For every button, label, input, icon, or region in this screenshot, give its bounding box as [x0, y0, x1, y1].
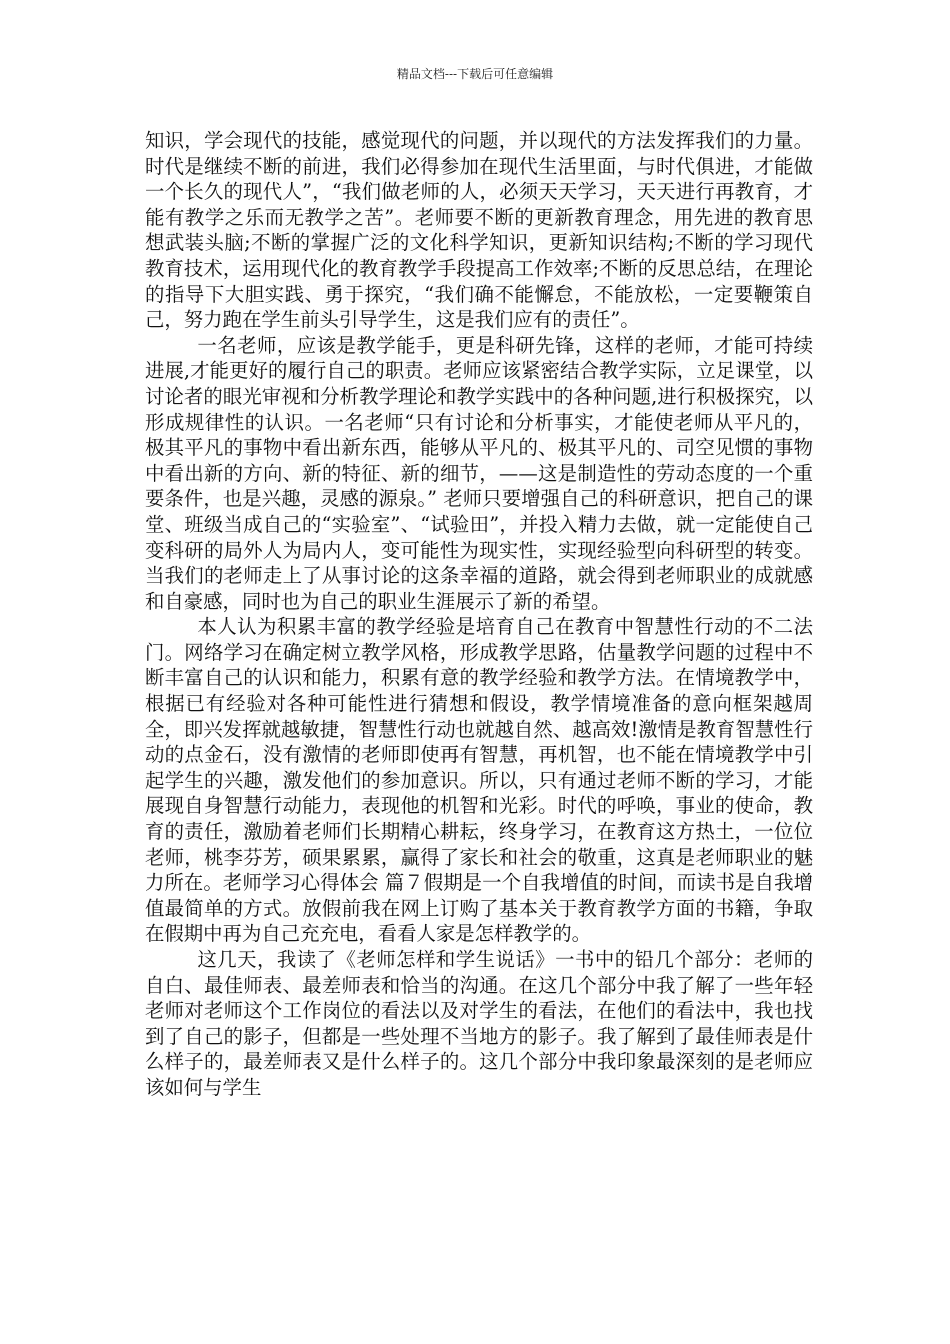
paragraph-1: 知识，学会现代的技能，感觉现代的问题，并以现代的方法发挥我们的力量。时代是继续不断的前进，我们必得参加在现代生活里面，与时代俱进，才能做一个长久的现代人”，“我们做老师的人，必须天天学习，天天进行再教育，才能有教学之乐而无教学之苦”。老师要不断的更新教育理念，用先进的教育思想武装头脑;不断的掌握广泛的文化科学知识，更新知识结构;不断的学习现代教育技术，运用现代化的教育教学手段提高工作效率;不断的反思总结，在理论的指导下大胆实践、勇于探究，“我们确不能懈怠，不能放松，一定要鞭策自己，努力跑在学生前头引导学生，这是我们应有的责任”。 [145, 129, 813, 332]
paragraph-3: 本人认为积累丰富的教学经验是培育自己在教育中智慧性行动的不二法门。网络学习在确定树立教学风格，形成教学思路，估量教学问题的过程中不断丰富自己的认识和能力，积累有意的教学经验和教学方法。在情境教学中，根据已有经验对各种可能性进行猜想和假设，教学情境准备的意向框架越周全，即兴发挥就越敏捷，智慧性行动也就越自然、越高效!激情是教育智慧性行动的点金石，没有激情的老师即使再有智慧，再机智，也不能在情境教学中引起学生的兴趣，激发他们的参加意识。所以，只有通过老师不断的学习，才能展现自身智慧行动能力，表现他的机智和光彩。时代的呼唤，事业的使命，教育的责任，激励着老师们长期精心耕耘，终身学习，在教育这方热土，一位位老师，桃李芬芳，硕果累累，赢得了家长和社会的敬重，这真是老师职业的魅力所在。老师学习心得体会 篇７假期是一个自我增值的时间，而读书是自我增值最简单的方式。放假前我在网上订购了基本关于教育教学方面的书籍，争取在假期中再为自己充充电，看看人家是怎样教学的。 [145, 615, 813, 946]
page-header: 精品文档---下载后可任意编辑 [396, 67, 554, 81]
document-body [145, 128, 813, 1101]
paragraph-2: 一名老师，应该是教学能手，更是科研先锋，这样的老师，才能可持续进展,才能更好的履行自己的职责。老师应该紧密结合教学实际，立足课堂，以讨论者的眼光审视和分析教学理论和教学实践中的各种问题,进行积极探究，以形成规律性的认识。一名老师“只有讨论和分析事实，才能使老师从平凡的，极其平凡的事物中看出新东西，能够从平凡的、极其平凡的、司空见惯的事物中看出新的方向、新的特征、新的细节，——这是制造性的劳动态度的一个重要条件，也是兴趣，灵感的源泉。” 老师只要增强自己的科研意识，把自己的课堂、班级当成自己的“实验室”、“试验田”，并投入精力去做，就一定能使自己变科研的局外人为局内人，变可能性为现实性，实现经验型向科研型的转变。当我们的老师走上了从事讨论的这条幸福的道路，就会得到老师职业的成就感和自豪感，同时也为自己的职业生涯展示了新的希望。 [145, 333, 813, 613]
paragraph-4: 这几天，我读了《老师怎样和学生说话》一书中的铅几个部分：老师的自白、最佳师表、最差师表和恰当的沟通。在这几个部分中我了解了一些年轻老师对老师这个工作岗位的看法以及对学生的看法，在他们的看法中，我也找到了自己的影子，但都是一些处理不当地方的影子。我了解到了最佳师表是什么样子的，最差师表又是什么样子的。这几个部分中我印象最深刻的是老师应该如何与学生 [145, 948, 813, 1099]
